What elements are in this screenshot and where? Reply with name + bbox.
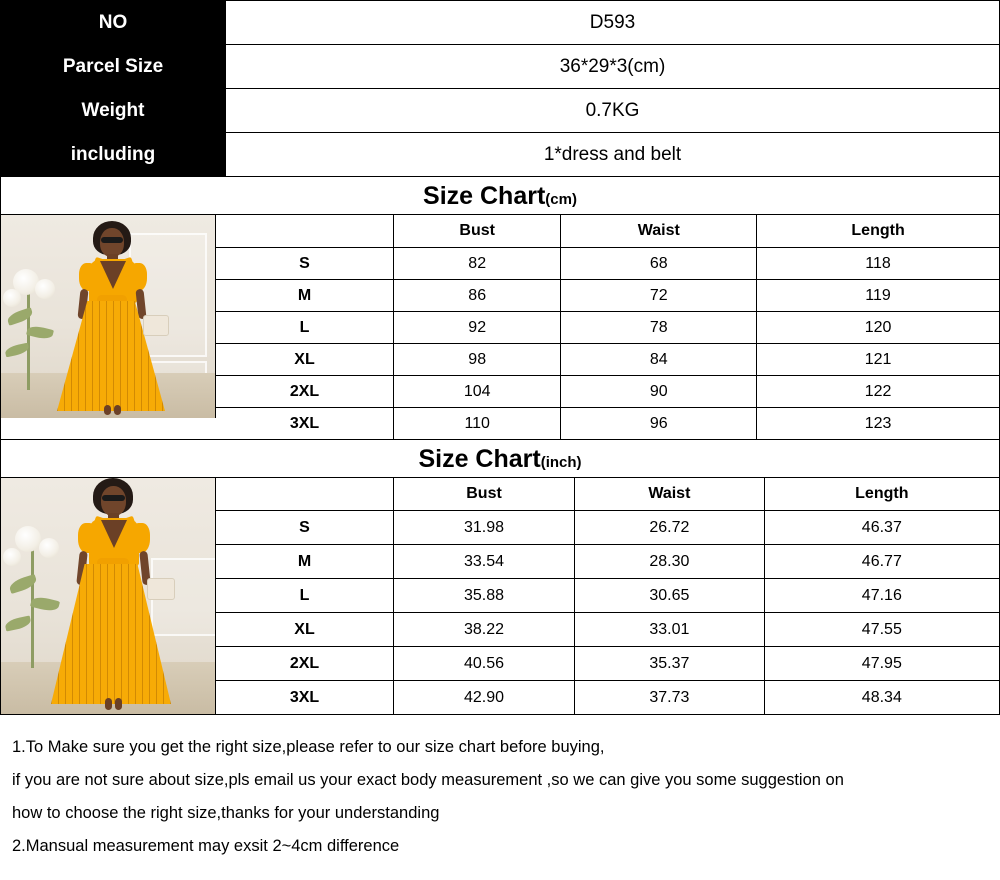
parcel-value-no: D593 bbox=[226, 1, 1000, 45]
length-column-header: Length bbox=[757, 215, 999, 248]
model-figure bbox=[1, 478, 215, 714]
parcel-value-size: 36*29*3(cm) bbox=[226, 45, 1000, 89]
length-cell: 46.77 bbox=[764, 545, 999, 579]
waist-cell: 84 bbox=[561, 344, 757, 376]
v-neckline bbox=[101, 520, 127, 548]
table-row bbox=[216, 376, 999, 408]
waist-cell: 72 bbox=[561, 280, 757, 312]
handbag-icon bbox=[147, 578, 175, 600]
size-cell: L bbox=[216, 579, 394, 613]
length-cell: 46.37 bbox=[764, 511, 999, 545]
size-chart-cm-title bbox=[0, 177, 1000, 215]
table-row bbox=[1, 89, 1000, 133]
bust-cell: 38.22 bbox=[394, 613, 575, 647]
table-row bbox=[216, 647, 999, 681]
bust-cell: 82 bbox=[394, 248, 561, 280]
product-photo-cm bbox=[1, 215, 216, 418]
table-row bbox=[216, 613, 999, 647]
table-row bbox=[216, 312, 999, 344]
size-cell: S bbox=[216, 248, 394, 280]
length-cell: 121 bbox=[757, 344, 999, 376]
table-header-row bbox=[216, 215, 999, 248]
size-cell: L bbox=[216, 312, 394, 344]
waist-cell: 30.65 bbox=[575, 579, 765, 613]
waist-cell: 90 bbox=[561, 376, 757, 408]
sleeve-right bbox=[129, 263, 147, 291]
table-header-row bbox=[216, 478, 999, 511]
size-column-header bbox=[216, 478, 394, 511]
table-row bbox=[216, 511, 999, 545]
sunglasses-icon bbox=[102, 495, 125, 501]
parcel-value-including: 1*dress and belt bbox=[226, 133, 1000, 177]
parcel-label-size: Parcel Size bbox=[1, 45, 226, 89]
note-line-4: 2.Mansual measurement may exsit 2~4cm difference bbox=[12, 837, 400, 855]
table-row bbox=[1, 133, 1000, 177]
product-photo-scene bbox=[1, 215, 215, 418]
leg-right bbox=[115, 698, 122, 710]
bust-cell: 35.88 bbox=[394, 579, 575, 613]
table-row bbox=[1, 1, 1000, 45]
length-cell: 47.55 bbox=[764, 613, 999, 647]
waist-column-header: Waist bbox=[575, 478, 765, 511]
size-cell: 2XL bbox=[216, 647, 394, 681]
size-cell: M bbox=[216, 545, 394, 579]
bust-cell: 86 bbox=[394, 280, 561, 312]
measurement-notes bbox=[0, 715, 1000, 863]
waist-column-header: Waist bbox=[561, 215, 757, 248]
bust-cell: 31.98 bbox=[394, 511, 575, 545]
waist-cell: 33.01 bbox=[575, 613, 765, 647]
length-cell: 119 bbox=[757, 280, 999, 312]
length-cell: 123 bbox=[757, 408, 999, 440]
note-line-3: how to choose the right size,thanks for your understanding bbox=[12, 804, 440, 822]
waist-cell: 78 bbox=[561, 312, 757, 344]
note-line-1: 1.To Make sure you get the right size,please refer to our size chart before buying, bbox=[12, 738, 605, 756]
size-chart-inch-section bbox=[0, 478, 1000, 715]
size-chart-cm-section bbox=[0, 215, 1000, 440]
parcel-label-no: NO bbox=[1, 1, 226, 45]
size-table-cm bbox=[216, 215, 999, 439]
leg-right bbox=[114, 405, 121, 415]
handbag-icon bbox=[143, 315, 169, 336]
table-row bbox=[216, 681, 999, 715]
table-row bbox=[216, 408, 999, 440]
parcel-label-weight: Weight bbox=[1, 89, 226, 133]
table-row bbox=[1, 45, 1000, 89]
table-row bbox=[216, 579, 999, 613]
bust-column-header: Bust bbox=[394, 215, 561, 248]
size-chart-inch-title bbox=[0, 440, 1000, 478]
length-cell: 118 bbox=[757, 248, 999, 280]
product-photo-scene bbox=[1, 478, 215, 714]
table-row bbox=[216, 280, 999, 312]
length-cell: 122 bbox=[757, 376, 999, 408]
bust-cell: 40.56 bbox=[394, 647, 575, 681]
sleeve-left bbox=[79, 263, 97, 291]
sleeve-left bbox=[78, 523, 97, 553]
leg-left bbox=[104, 405, 111, 415]
size-chart-cm-title-text: Size Chart bbox=[423, 182, 546, 210]
bust-cell: 42.90 bbox=[394, 681, 575, 715]
bust-cell: 104 bbox=[394, 376, 561, 408]
length-cell: 47.16 bbox=[764, 579, 999, 613]
parcel-info-table bbox=[0, 0, 1000, 177]
leg-left bbox=[105, 698, 112, 710]
size-chart-inch-unit: (inch) bbox=[540, 454, 582, 471]
bust-column-header: Bust bbox=[394, 478, 575, 511]
size-table-inch bbox=[216, 478, 999, 714]
length-cell: 120 bbox=[757, 312, 999, 344]
bust-cell: 33.54 bbox=[394, 545, 575, 579]
waist-cell: 26.72 bbox=[575, 511, 765, 545]
waist-cell: 37.73 bbox=[575, 681, 765, 715]
length-cell: 47.95 bbox=[764, 647, 999, 681]
size-cell: 3XL bbox=[216, 681, 394, 715]
length-cell: 48.34 bbox=[764, 681, 999, 715]
bust-cell: 98 bbox=[394, 344, 561, 376]
table-row bbox=[216, 344, 999, 376]
sunglasses-icon bbox=[101, 237, 123, 243]
parcel-value-weight: 0.7KG bbox=[226, 89, 1000, 133]
length-column-header: Length bbox=[764, 478, 999, 511]
size-cell: S bbox=[216, 511, 394, 545]
model-figure bbox=[1, 215, 215, 418]
size-chart-cm-unit: (cm) bbox=[545, 191, 577, 208]
bust-cell: 110 bbox=[394, 408, 561, 440]
size-column-header bbox=[216, 215, 394, 248]
bust-cell: 92 bbox=[394, 312, 561, 344]
table-row bbox=[216, 248, 999, 280]
note-line-2: if you are not sure about size,pls email us your exact body measurement ,so we can give you some suggestion on bbox=[12, 771, 844, 789]
product-photo-inch bbox=[1, 478, 216, 714]
parcel-label-including: including bbox=[1, 133, 226, 177]
waist-cell: 35.37 bbox=[575, 647, 765, 681]
size-cell: XL bbox=[216, 613, 394, 647]
size-cell: XL bbox=[216, 344, 394, 376]
v-neckline bbox=[100, 261, 126, 289]
size-cell: 3XL bbox=[216, 408, 394, 440]
table-row bbox=[216, 545, 999, 579]
waist-cell: 28.30 bbox=[575, 545, 765, 579]
waist-cell: 68 bbox=[561, 248, 757, 280]
head-icon bbox=[101, 486, 126, 516]
waist-cell: 96 bbox=[561, 408, 757, 440]
size-cell: 2XL bbox=[216, 376, 394, 408]
size-chart-inch-title-text: Size Chart bbox=[418, 445, 541, 473]
size-cell: M bbox=[216, 280, 394, 312]
sleeve-right bbox=[131, 523, 150, 553]
